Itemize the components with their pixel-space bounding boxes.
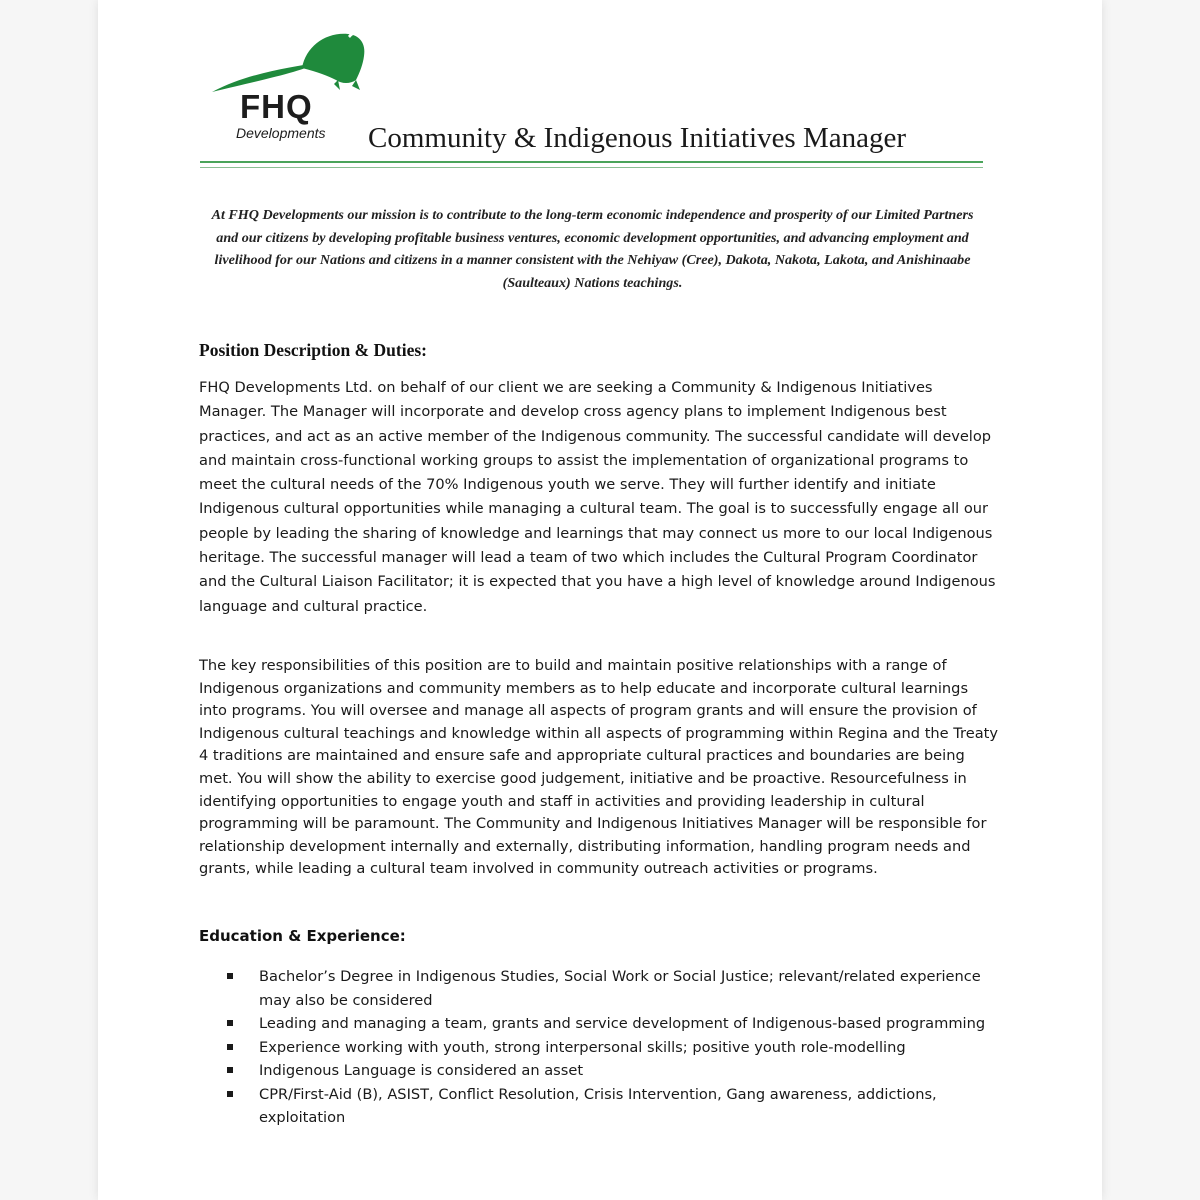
mission-statement: At FHQ Developments our mission is to contribute to the long-term economic independence and prosperity of our Limited Partners and our citizens by developing profitable business ventures, economic development opportunities, and advancing employment and livelihood for our Nations and citizens in a manner consistent with the Nehiyaw (Cree), Dakota, Nakota, Lakota, and Anishinaabe (Saulteaux) Nations teachings. xyxy=(211,207,974,291)
list-item: Leading and managing a team, grants and service development of Indigenous-based programming xyxy=(227,1012,997,1036)
title-divider-thin xyxy=(200,167,983,168)
title-divider xyxy=(200,161,983,163)
list-item: CPR/First-Aid (B), ASIST, Conflict Resolution, Crisis Intervention, Gang awareness, addictions, exploitation xyxy=(227,1083,997,1130)
list-item: Bachelor’s Degree in Indigenous Studies, Social Work or Social Justice; relevant/related experience may also be considered xyxy=(227,965,997,1012)
position-paragraph-1: FHQ Developments Ltd. on behalf of our client we are seeking a Community & Indigenous Initiatives Manager. The Manager will incorporate and develop cross agency plans to implement Indigenous best practices, and act as an active member of the Indigenous community. The successful candidate will develop and maintain cross-functional working groups to assist the implementation of organizational programs to meet the cultural needs of the 70% Indigenous youth we serve. They will further identify and initiate Indigenous cultural opportunities while managing a cultural team. The goal is to successfully engage all our people by leading the sharing of knowledge and learnings that may connect us more to our local Indigenous heritage. The successful manager will lead a team of two which includes the Cultural Program Coordinator and the Cultural Liaison Facilitator; it is expected that you have a high level of knowledge around Indigenous language and cultural practice. xyxy=(199,379,996,615)
list-item: Experience working with youth, strong interpersonal skills; positive youth role-modelling xyxy=(227,1036,997,1060)
fhq-logo xyxy=(210,28,370,148)
page-title: Community & Indigenous Initiatives Manager xyxy=(368,122,907,154)
education-heading: Education & Experience: xyxy=(199,927,406,945)
position-heading: Position Description & Duties: xyxy=(199,340,427,360)
education-list xyxy=(227,965,997,1130)
logo-subtext: Developments xyxy=(236,125,326,141)
logo-wordmark: FHQ xyxy=(240,88,313,125)
position-paragraph-2: The key responsibilities of this position are to build and maintain positive relationships with a range of Indigenous organizations and community members as to help educate and incorporate cultural learnings into programs. You will oversee and manage all aspects of program grants and will ensure the provision of Indigenous cultural teachings and knowledge within all aspects of programming within Regina and the Treaty 4 traditions are maintained and ensure safe and appropriate cultural practices and boundaries are being met. You will show the ability to exercise good judgement, initiative and be proactive. Resourcefulness in identifying opportunities to engage youth and staff in activities and providing leadership in cultural programming will be paramount. The Community and Indigenous Initiatives Manager will be responsible for relationship development internally and externally, distributing information, handling program needs and grants, while leading a cultural team involved in community outreach activities or programs. xyxy=(199,657,999,878)
list-item: Indigenous Language is considered an asset xyxy=(227,1059,997,1083)
